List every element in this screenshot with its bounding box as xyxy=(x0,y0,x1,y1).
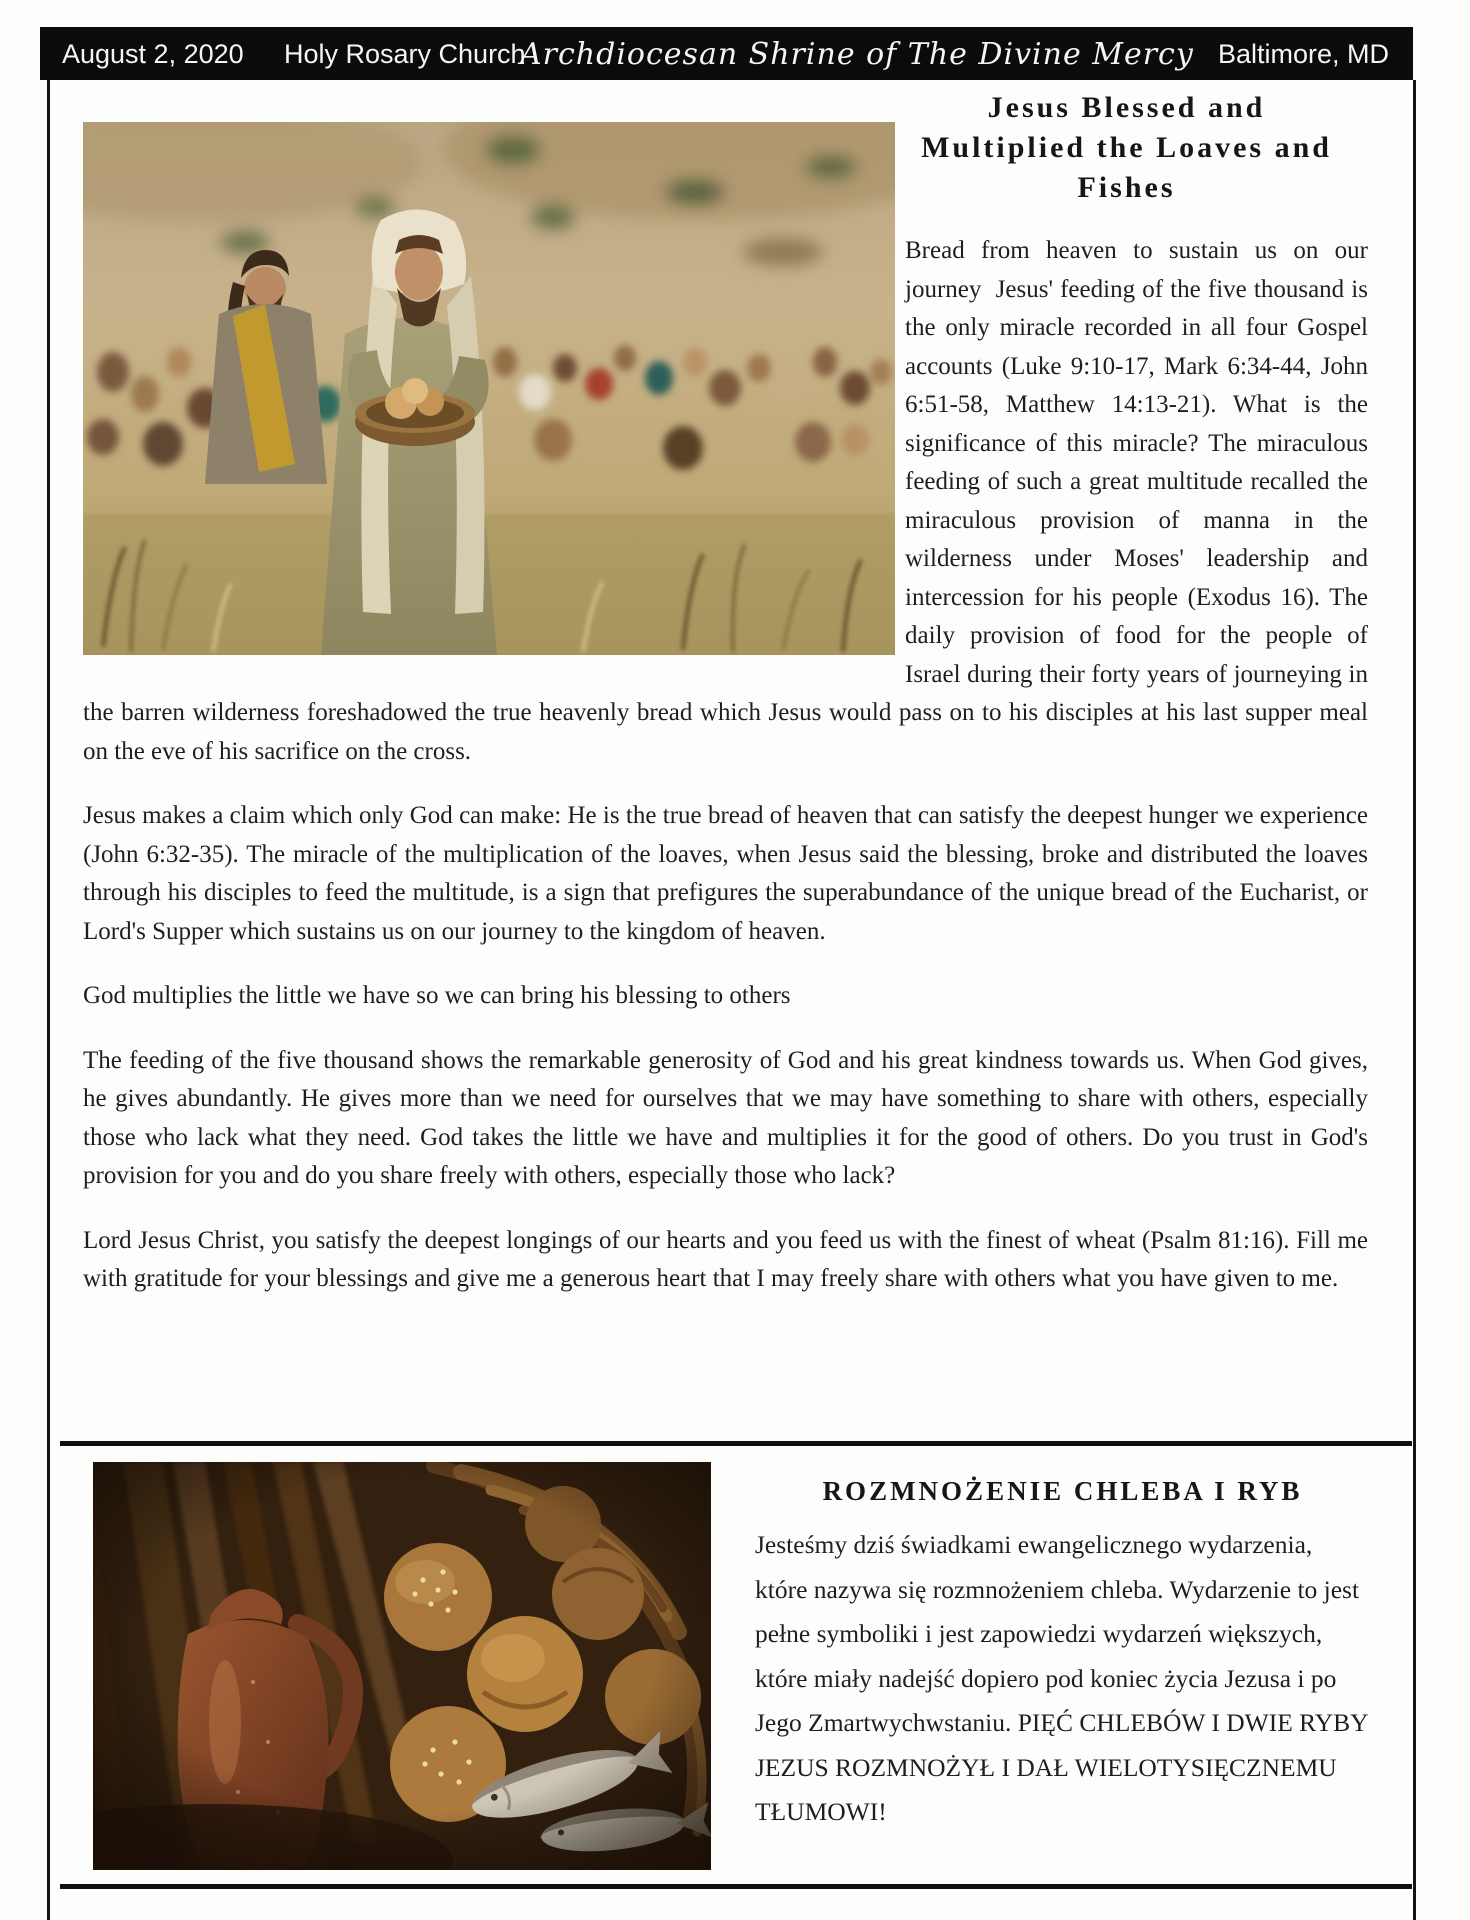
article-paragraph-3: God multiplies the little we have so we can bring his blessing to others xyxy=(83,982,791,1009)
polish-body: Jesteśmy dziś świadkami ewangelicznego wydarzenia, które nazywa się rozmnożeniem chleba. Wydarzenie to jest pełne symboliki i jest zapowiedzi wydarzeń większych, które miały nadejść dopiero pod koniec życia Jezusa i po Jego Zmartwychwstaniu. PIĘĆ CHLEBÓW I DWIE RYBY JEZUS ROZMNOŻYŁ I DAŁ WIELOTYSIĘCZNEMU TŁUMOWI! xyxy=(755,1530,1368,1826)
bread-jug-and-fish-photo xyxy=(93,1462,711,1870)
header-date: August 2, 2020 xyxy=(62,39,244,69)
header-location: Baltimore, MD xyxy=(1217,39,1389,69)
header-church-name: Holy Rosary Church xyxy=(284,39,526,69)
article-paragraph-1: Bread from heaven to sustain us on our journey Jesus' feeding of the five thousand is the only miracle recorded in all four Gospel accounts (Luke 9:10-17, Mark 6:34-44, John 6:51-58, Matthew 14:13-21). What is the significance of this miracle? The miraculous feeding of such a great multitude recalled the miraculous provision of manna in the wilderness under Moses' leadership and intercession for his people (Exodus 16). The daily provision of food for the people of Israel during their forty years of journeying in the barren wilderness foreshadowed the true heavenly bread which Jesus would pass on to his disciples at his last supper meal on the eve of his sacrifice on the cross. xyxy=(83,237,1368,765)
section-divider-bottom xyxy=(60,1884,1412,1889)
polish-title: ROZMNOŻENIE CHLEBA I RYB xyxy=(822,1476,1303,1506)
article-paragraph-4: The feeding of the five thousand shows the remarkable generosity of God and his great kindness towards us. When God gives, he gives abundantly. He gives more than we need for ourselves that we may have something to share with others, especially those who lack what they need. God takes the little we have and multiplies it for the good of others. Do you trust in God's provision for you and do you share freely with others, especially those who lack? xyxy=(83,1046,1368,1189)
header-bar xyxy=(40,27,1413,80)
section-divider-top xyxy=(60,1441,1412,1446)
page-left-rule xyxy=(47,80,50,1920)
jesus-feeding-multitude-photo xyxy=(83,122,895,655)
english-article xyxy=(83,88,1368,1325)
article-title: Jesus Blessed and Multiplied the Loaves and Fishes xyxy=(921,91,1332,204)
header-shrine-title: Archdiocesan Shrine of The Divine Mercy xyxy=(520,37,1194,72)
polish-section xyxy=(93,1462,1370,1876)
bread-and-fish-illustration xyxy=(93,1462,711,1870)
page-right-rule xyxy=(1413,80,1416,1920)
jesus-feeding-illustration xyxy=(83,122,895,655)
article-paragraph-5: Lord Jesus Christ, you satisfy the deepest longings of our hearts and you feed us with the finest of wheat (Psalm 81:16). Fill me with gratitude for your blessings and give me a generous heart that I may freely share with others what you have given to me. xyxy=(83,1226,1368,1292)
article-paragraph-2: Jesus makes a claim which only God can make: He is the true bread of heaven that can satisfy the deepest hunger we experience (John 6:32-35). The miracle of the multiplication of the loaves, when Jesus said the blessing, broke and distributed the loaves through his disciples to feed the multitude, is a sign that prefigures the superabundance of the unique bread of the Eucharist, or Lord's Supper which sustains us on our journey to the kingdom of heaven. xyxy=(83,802,1368,945)
